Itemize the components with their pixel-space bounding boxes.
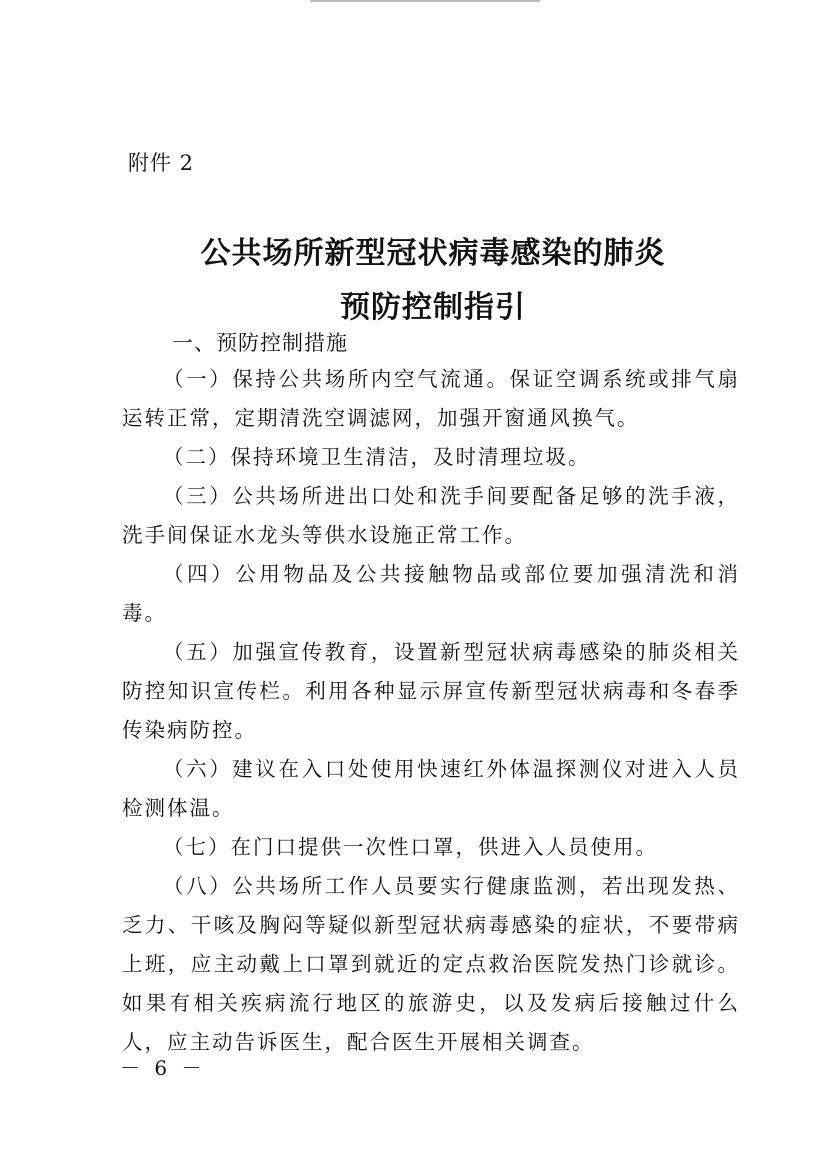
attachment-label: 附件 2 <box>128 151 195 175</box>
paragraph-6: （六）建议在入口处使用快速红外体温探测仪对进入人员检测体温。 <box>122 757 740 820</box>
section-heading: 一、预防控制措施 <box>172 331 348 355</box>
paragraph-4: （四）公用物品及公共接触物品或部位要加强清洗和消毒。 <box>122 562 740 625</box>
paragraph-2: （二）保持环境卫生清洁，及时清理垃圾。 <box>163 445 591 469</box>
page-number: － 6 － <box>120 1056 206 1080</box>
body-text <box>122 360 740 1062</box>
document-title-line-1: 公共场所新型冠状病毒感染的肺炎 <box>200 236 666 271</box>
paragraph-5: （五）加强宣传教育，设置新型冠状病毒感染的肺炎相关防控知识宣传栏。利用各种显示屏宣传新型冠状病毒和冬春季传染病防控。 <box>122 640 740 742</box>
top-border-line <box>310 0 540 2</box>
paragraph-7: （七）在门口提供一次性口罩，供进入人员使用。 <box>163 835 658 859</box>
paragraph-8: （八）公共场所工作人员要实行健康监测，若出现发热、乏力、干咳及胸闷等疑似新型冠状病毒感染的症状，不要带病上班，应主动戴上口罩到就近的定点救治医院发热门诊就诊。如果有相关疾病流行地区的旅游史，以及发病后接触过什么人，应主动告诉医生，配合医生开展相关调查。 <box>122 874 740 1054</box>
paragraph-3: （三）公共场所进出口处和洗手间要配备足够的洗手液，洗手间保证水龙头等供水设施正常工作。 <box>122 484 740 547</box>
paragraph-1: （一）保持公共场所内空气流通。保证空调系统或排气扇运转正常，定期清洗空调滤网，加强开窗通风换气。 <box>122 367 740 430</box>
document-title-line-2: 预防控制指引 <box>340 290 526 325</box>
